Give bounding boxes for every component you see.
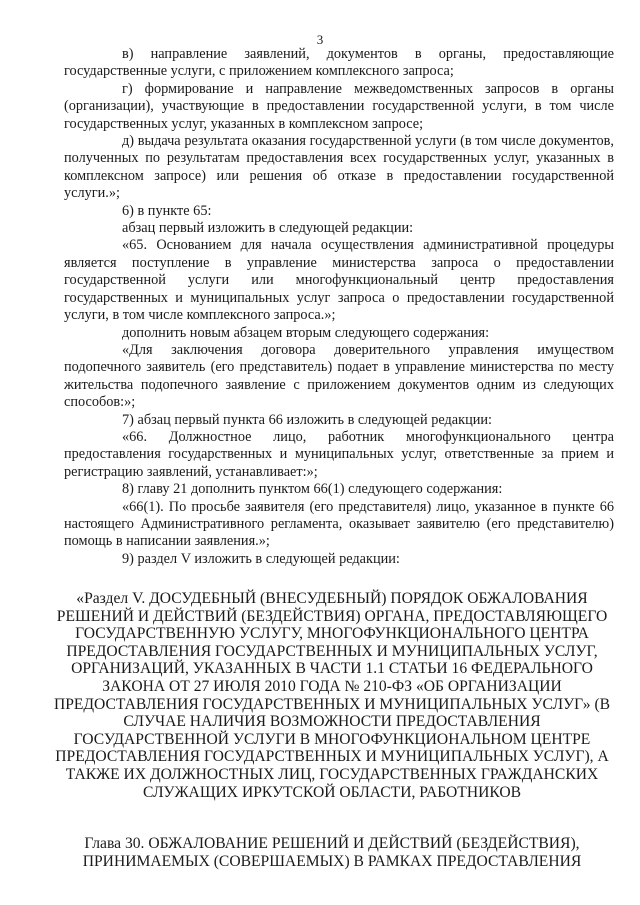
paragraph-trust-agreement: «Для заключения договора доверительного управления имуществом подопечного заявитель (его представитель) подает в управление министерства по месту жительства подопечного заявление с приложением документов одним из следующих способов:»; <box>64 341 614 411</box>
paragraph-clause-66: «66. Должностное лицо, работник многофункционального центра предоставления государственных и муниципальных услуг, ответственные за прием и регистрацию заявлений, устанавливает:»; <box>64 428 614 480</box>
paragraph-point-8: 8) главу 21 дополнить пунктом 66(1) следующего содержания: <box>122 481 503 498</box>
paragraph-add-second-para: дополнить новым абзацем вторым следующего содержания: <box>122 324 490 341</box>
paragraph-first-para-instruction: абзац первый изложить в следующей редакции: <box>122 220 414 237</box>
document-body <box>64 46 614 568</box>
paragraph-item-d: д) выдача результата оказания государственной услуги (в том числе документов, полученных по результатам предоставления всех государственных услуг, указанных в комплексном запросе) или решения об отказе в предоставлении государственной услуги.»; <box>64 133 614 202</box>
paragraph-item-v: в) направление заявлений, документов в органы, предоставляющие государственные услуги, с приложением комплексного запроса; <box>64 46 614 80</box>
paragraph-clause-66-1: «66(1). По просьбе заявителя (его представителя) лицо, указанное в пункте 66 настоящего Административного регламента, оказывает заявителю (его представителю) помощь в написании заявления.»; <box>64 498 614 550</box>
paragraph-item-g: г) формирование и направление межведомственных запросов в органы (организации), участвующие в предоставлении государственной услуги, в том числе государственных услуг, указанных в комплексном запросе; <box>64 80 614 132</box>
paragraph-point-7: 7) абзац первый пункта 66 изложить в следующей редакции: <box>122 411 493 428</box>
paragraph-clause-65: «65. Основанием для начала осуществления административной процедуры является поступление в управление министерства запроса о предоставлении государственной услуги или многофункциональный центр предоставления государственных и муниципальных услуг запроса о предоставлении государственной услуги, в том числе комплексного запроса.»; <box>64 237 614 324</box>
paragraph-point-9: 9) раздел V изложить в следующей редакции: <box>122 550 400 567</box>
page-number: 3 <box>316 32 324 47</box>
paragraph-point-6: 6) в пункте 65: <box>122 202 212 219</box>
section-heading: «Раздел V. ДОСУДЕБНЫЙ (ВНЕСУДЕБНЫЙ) ПОРЯДОК ОБЖАЛОВАНИЯ РЕШЕНИЙ И ДЕЙСТВИЙ (БЕЗДЕЙСТВИЯ) ОРГАНА, ПРЕДОСТАВЛЯЮЩЕГО ГОСУДАРСТВЕННУЮ УСЛУГУ, МНОГОФУНКЦИОНАЛЬНОГО ЦЕНТРА ПРЕДОСТАВЛЕНИЯ ГОСУДАРСТВЕННЫХ И МУНИЦИПАЛЬНЫХ УСЛУГ, ОРГАНИЗАЦИЙ, УКАЗАННЫХ В ЧАСТИ 1.1 СТАТЬИ 16 ФЕДЕРАЛЬНОГО ЗАКОНА ОТ 27 ИЮЛЯ 2010 ГОДА № 210-ФЗ «ОБ ОРГАНИЗАЦИИ ПРЕДОСТАВЛЕНИЯ ГОСУДАРСТВЕННЫХ И МУНИЦИПАЛЬНЫХ УСЛУГ» (В СЛУЧАЕ НАЛИЧИЯ ВОЗМОЖНОСТИ ПРЕДОСТАВЛЕНИЯ ГОСУДАРСТВЕННОЙ УСЛУГИ В МНОГОФУНКЦИОНАЛЬНОМ ЦЕНТРЕ ПРЕДОСТАВЛЕНИЯ ГОСУДАРСТВЕННЫХ И МУНИЦИПАЛЬНЫХ УСЛУГ), А ТАКЖЕ ИХ ДОЛЖНОСТНЫХ ЛИЦ, ГОСУДАРСТВЕННЫХ ГРАЖДАНСКИХ СЛУЖАЩИХ ИРКУТСКОЙ ОБЛАСТИ, РАБОТНИКОВ <box>53 590 611 801</box>
chapter-heading: Глава 30. ОБЖАЛОВАНИЕ РЕШЕНИЙ И ДЕЙСТВИЙ (БЕЗДЕЙСТВИЯ), ПРИНИМАЕМЫХ (СОВЕРШАЕМЫХ) В РАМКАХ ПРЕДОСТАВЛЕНИЯ <box>82 835 582 870</box>
